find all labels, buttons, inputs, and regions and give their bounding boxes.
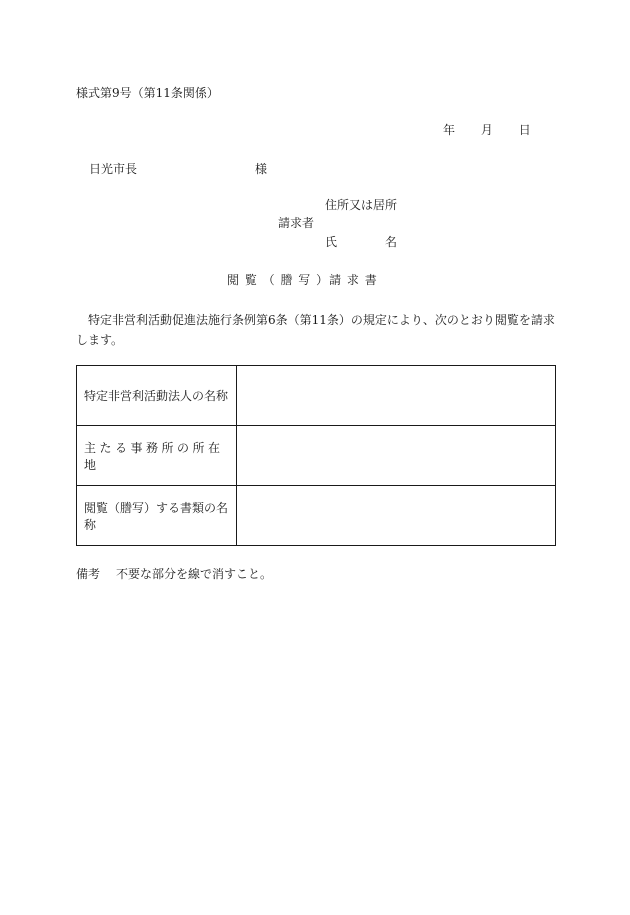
table-row xyxy=(77,366,556,426)
row-label-document-name: 閲覧（謄写）する書類の名称 xyxy=(77,486,237,546)
request-table xyxy=(76,365,556,546)
name-label-part-2: 名 xyxy=(385,235,398,249)
row-value-office-location[interactable] xyxy=(237,426,556,486)
address-label: 住所又は居所 xyxy=(325,198,398,212)
body-text: 特定非営利活動促進法施行条例第6条（第11条）の規定により、次のとおり閲覧を請求します。 xyxy=(76,313,555,347)
row-label-office-location: 主たる事務所の所在地 xyxy=(77,426,237,486)
addressee: 日光市長 xyxy=(89,162,138,176)
form-number: 様式第9号（第11条関係） xyxy=(76,86,219,100)
honorific: 様 xyxy=(255,162,268,176)
row-label-corporation-name: 特定非営利活動法人の名称 xyxy=(77,366,237,426)
table-row xyxy=(77,426,556,486)
requester-label: 請求者 xyxy=(278,216,315,230)
date-year-label: 年 xyxy=(443,123,456,137)
name-label xyxy=(325,235,397,249)
note-text: 不要な部分を線で消すこと。 xyxy=(116,567,273,581)
document-title: 閲 覧 （ 謄 写 ）請 求 書 xyxy=(227,273,378,287)
note-label: 備考 xyxy=(76,567,101,581)
row-value-corporation-name[interactable] xyxy=(237,366,556,426)
date-line xyxy=(443,123,531,137)
name-label-part-1: 氏 xyxy=(325,235,338,249)
date-day-label: 日 xyxy=(518,123,531,137)
note xyxy=(76,567,272,581)
row-value-document-name[interactable] xyxy=(237,486,556,546)
date-month-label: 月 xyxy=(480,123,493,137)
table-row xyxy=(77,486,556,546)
